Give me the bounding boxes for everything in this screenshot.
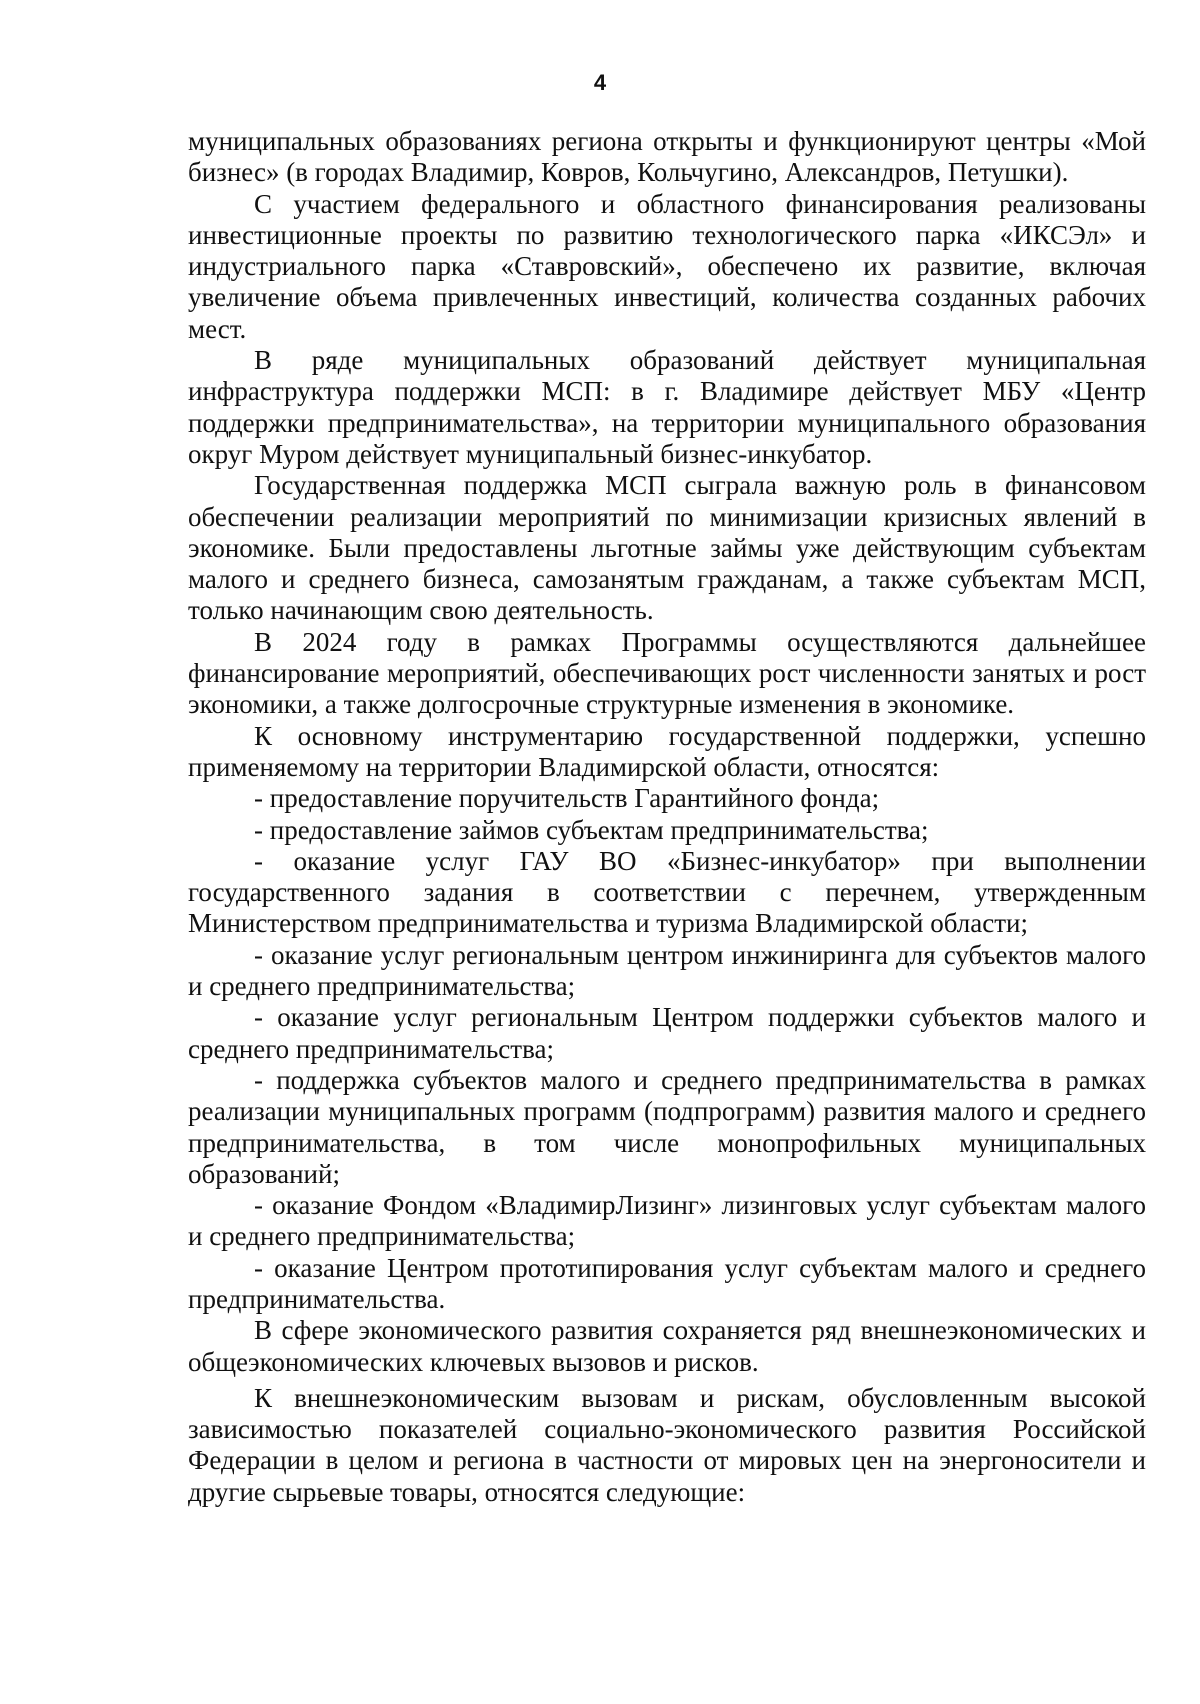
paragraph-support-tools-intro: К основному инструментарию государственной поддержки, успешно применяемому на территории Владимирской области, относятся:	[188, 720, 1146, 782]
paragraph-external-risks: К внешнеэкономическим вызовам и рискам, обусловленным высокой зависимостью показателей социально-экономического развития Российской Федерации в целом и региона в частности от мировых цен на энергоносители и другие сырьевые товары, относятся следующие:	[188, 1382, 1146, 1507]
paragraph-investment-parks: С участием федерального и областного финансирования реализованы инвестиционные проекты по развитию технологического парка «ИКСЭл» и индустриального парка «Ставровский», обеспечено их развитие, включая увеличение объема привлеченных инвестиций, количества созданных рабочих мест.	[188, 188, 1146, 344]
document-body	[188, 126, 1146, 1508]
list-item-loans: - предоставление займов субъектам предпринимательства;	[254, 814, 929, 845]
paragraph-program-2024: В 2024 году в рамках Программы осуществляются дальнейшее финансирование мероприятий, обеспечивающих рост численности занятых и рост экономики, а также долгосрочные структурные изменения в экономике.	[188, 626, 1146, 720]
paragraph-state-support: Государственная поддержка МСП сыграла важную роль в финансовом обеспечении реализации мероприятий по минимизации кризисных явлений в экономике. Были предоставлены льготные займы уже действующим субъектам малого и среднего бизнеса, самозанятым гражданам, а также субъектам МСП, только начинающим свою деятельность.	[188, 470, 1146, 626]
list-item-engineering-center: - оказание услуг региональным центром инжиниринга для субъектов малого и среднего предпринимательства;	[188, 939, 1146, 1002]
paragraph-economic-risks: В сфере экономического развития сохраняется ряд внешнеэкономических и общеэкономических ключевых вызовов и рисков.	[188, 1315, 1146, 1377]
page-number: 4	[593, 70, 607, 95]
list-item-leasing: - оказание Фондом «ВладимирЛизинг» лизинговых услуг субъектам малого и среднего предпринимательства;	[188, 1190, 1146, 1252]
list-item-guarantee-fund: - предоставление поручительств Гарантийного фонда;	[254, 783, 880, 814]
list-item-municipal-programs: - поддержка субъектов малого и среднего предпринимательства в рамках реализации муниципальных программ (подпрограмм) развития малого и среднего предпринимательства, в том числе монопрофильных муниципальных образований;	[188, 1064, 1146, 1189]
list-item-business-incubator: - оказание услуг ГАУ ВО «Бизнес-инкубатор» при выполнении государственного задания в соответствии с перечнем, утвержденным Министерством предпринимательства и туризма Владимирской области;	[188, 845, 1146, 939]
paragraph-continuation: муниципальных образованиях региона открыты и функционируют центры «Мой бизнес» (в городах Владимир, Ковров, Кольчугино, Александров, Петушки).	[188, 126, 1146, 188]
list-item-prototyping-center: - оказание Центром прототипирования услуг субъектам малого и среднего предпринимательства.	[188, 1252, 1146, 1314]
list-item-support-center: - оказание услуг региональным Центром поддержки субъектов малого и среднего предпринимательства;	[188, 1002, 1146, 1064]
paragraph-municipal-infrastructure: В ряде муниципальных образований действует муниципальная инфраструктура поддержки МСП: в г. Владимире действует МБУ «Центр поддержки предпринимательства», на территории муниципального образования округ Муром действует муниципальный бизнес-инкубатор.	[188, 345, 1146, 469]
